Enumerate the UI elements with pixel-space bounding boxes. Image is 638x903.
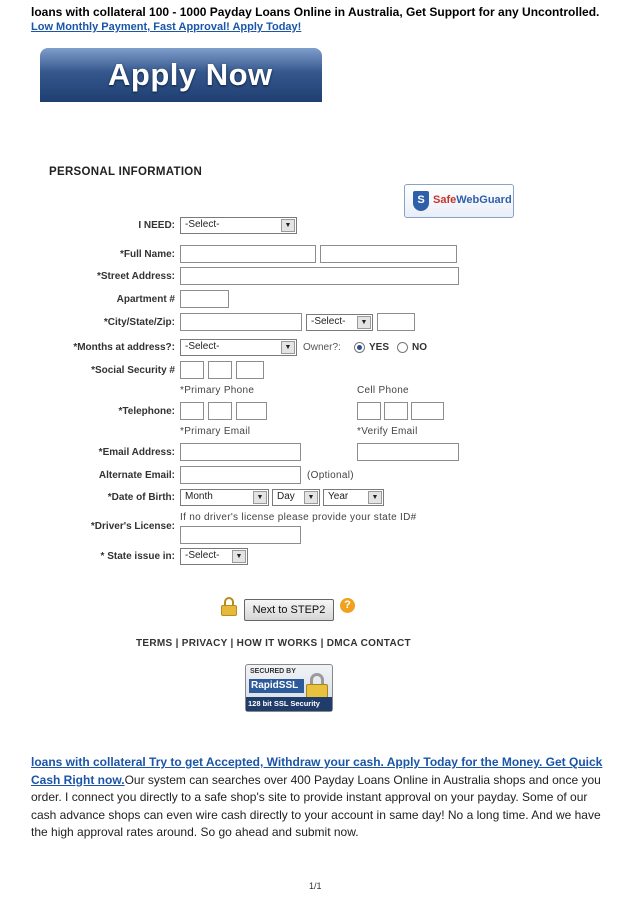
telephone-label: *Telephone:	[118, 406, 175, 417]
birth-year-select[interactable]	[323, 489, 384, 506]
help-icon[interactable]: ?	[340, 598, 355, 613]
drivers-license-label: *Driver's License:	[90, 521, 175, 532]
primary-phone-prefix-field[interactable]	[208, 402, 232, 420]
birth-day-select[interactable]	[272, 489, 320, 506]
apply-now-label: Apply Now	[108, 57, 273, 92]
verify-email-note: *Verify Email	[357, 426, 418, 437]
ssl-secured-by: SECURED BY	[250, 668, 296, 675]
city-field[interactable]	[180, 313, 302, 331]
months-at-address-label: *Months at address?:	[73, 342, 175, 353]
terms-link[interactable]: TERMS	[136, 638, 173, 649]
first-name-field[interactable]	[180, 245, 316, 263]
street-address-label: *Street Address:	[97, 271, 175, 282]
header-title: loans with collateral 100 - 1000 Payday Loans Online in Australia, Get Support for any Uncontrolled.	[31, 5, 600, 19]
state-select[interactable]	[306, 314, 373, 331]
owner-yes-label: YES	[369, 342, 390, 353]
verify-email-field[interactable]	[357, 443, 459, 461]
footer-links: TERMS | PRIVACY | HOW IT WORKS | DMCA CONTACT	[136, 638, 411, 649]
chevron-down-icon: ▼	[281, 341, 295, 354]
cell-phone-note: Cell Phone	[357, 385, 409, 396]
badge-text-webguard: WebGuard	[456, 194, 512, 206]
chevron-down-icon: ▼	[232, 550, 246, 563]
need-select[interactable]	[180, 217, 297, 234]
owner-no-radio[interactable]	[397, 342, 408, 353]
date-of-birth-label: *Date of Birth:	[107, 492, 175, 503]
state-issue-select[interactable]	[180, 548, 248, 565]
how-it-works-link[interactable]: HOW IT WORKS	[236, 638, 318, 649]
bottom-paragraph	[31, 754, 603, 842]
cell-phone-area-field[interactable]	[357, 402, 381, 420]
header-link[interactable]: Low Monthly Payment, Fast Approval! Apply Today!	[31, 21, 302, 33]
ssn-part1-field[interactable]	[180, 361, 204, 379]
lock-icon	[221, 597, 237, 615]
ssl-strength: 128 bit SSL Security	[246, 697, 332, 711]
primary-phone-note: *Primary Phone	[180, 385, 255, 396]
chevron-down-icon: ▼	[281, 219, 295, 232]
optional-note: (Optional)	[307, 470, 354, 481]
privacy-link[interactable]: PRIVACY	[181, 638, 228, 649]
license-note: If no driver's license please provide your state ID#	[180, 512, 417, 523]
badge-text-safe: Safe	[433, 194, 457, 206]
months-select[interactable]	[180, 339, 297, 356]
ssn-label: *Social Security #	[91, 365, 175, 376]
chevron-down-icon: ▼	[253, 491, 267, 504]
safewebguard-badge	[404, 184, 514, 218]
safewebguard-label	[433, 194, 512, 206]
last-name-field[interactable]	[320, 245, 457, 263]
chevron-down-icon: ▼	[357, 316, 371, 329]
ssn-part2-field[interactable]	[208, 361, 232, 379]
rapidssl-seal	[245, 664, 333, 712]
page-number: 1/1	[309, 881, 322, 891]
dmca-contact-link[interactable]: DMCA CONTACT	[326, 638, 411, 649]
alternate-email-field[interactable]	[180, 466, 301, 484]
primary-phone-area-field[interactable]	[180, 402, 204, 420]
state-issue-value: -Select-	[185, 550, 220, 561]
full-name-label: *Full Name:	[119, 249, 175, 260]
next-step-button[interactable]: Next to STEP2	[244, 599, 334, 621]
birth-day-value: Day	[277, 491, 295, 502]
need-select-value: -Select-	[185, 219, 220, 230]
birth-month-value: Month	[185, 491, 213, 502]
shield-icon: S	[413, 191, 429, 211]
ssl-brand: RapidSSL	[249, 679, 304, 693]
primary-email-note: *Primary Email	[180, 426, 251, 437]
street-address-field[interactable]	[180, 267, 459, 285]
bottom-link[interactable]: loans with collateral Try to get Accepted, Withdraw your cash. Apply Today for the Money. Get Quick Cash Right now.	[31, 755, 603, 787]
cell-phone-line-field[interactable]	[411, 402, 444, 420]
apartment-label: Apartment #	[116, 294, 175, 305]
padlock-icon	[306, 673, 328, 699]
apartment-field[interactable]	[180, 290, 229, 308]
email-label: *Email Address:	[98, 447, 175, 458]
chevron-down-icon: ▼	[304, 491, 318, 504]
owner-no-label: NO	[412, 342, 427, 353]
cell-phone-prefix-field[interactable]	[384, 402, 408, 420]
drivers-license-field[interactable]	[180, 526, 301, 544]
city-state-zip-label: *City/State/Zip:	[103, 317, 175, 328]
ssn-part3-field[interactable]	[236, 361, 264, 379]
need-label: I NEED:	[138, 220, 175, 231]
alternate-email-label: Alternate Email:	[98, 470, 175, 481]
owner-label: Owner?:	[303, 342, 341, 353]
birth-month-select[interactable]	[180, 489, 269, 506]
owner-yes-radio[interactable]	[354, 342, 365, 353]
state-issue-label: * State issue in:	[100, 551, 175, 562]
zip-field[interactable]	[377, 313, 415, 331]
birth-year-value: Year	[328, 491, 349, 502]
months-select-value: -Select-	[185, 341, 220, 352]
section-title: PERSONAL INFORMATION	[49, 166, 203, 178]
primary-email-field[interactable]	[180, 443, 301, 461]
primary-phone-line-field[interactable]	[236, 402, 267, 420]
chevron-down-icon: ▼	[368, 491, 382, 504]
state-select-value: -Select-	[311, 316, 346, 327]
bottom-body: Our system can searches over 400 Payday Loans Online in Australia shops and once you order. I connect you directly to a safe shop's site to provide instant approval on your payday. Some of our cash advance shops can even wire cash directly to your account in same day! No a long time. And we have the high approval rates around. So go ahead and submit now.	[31, 772, 601, 839]
